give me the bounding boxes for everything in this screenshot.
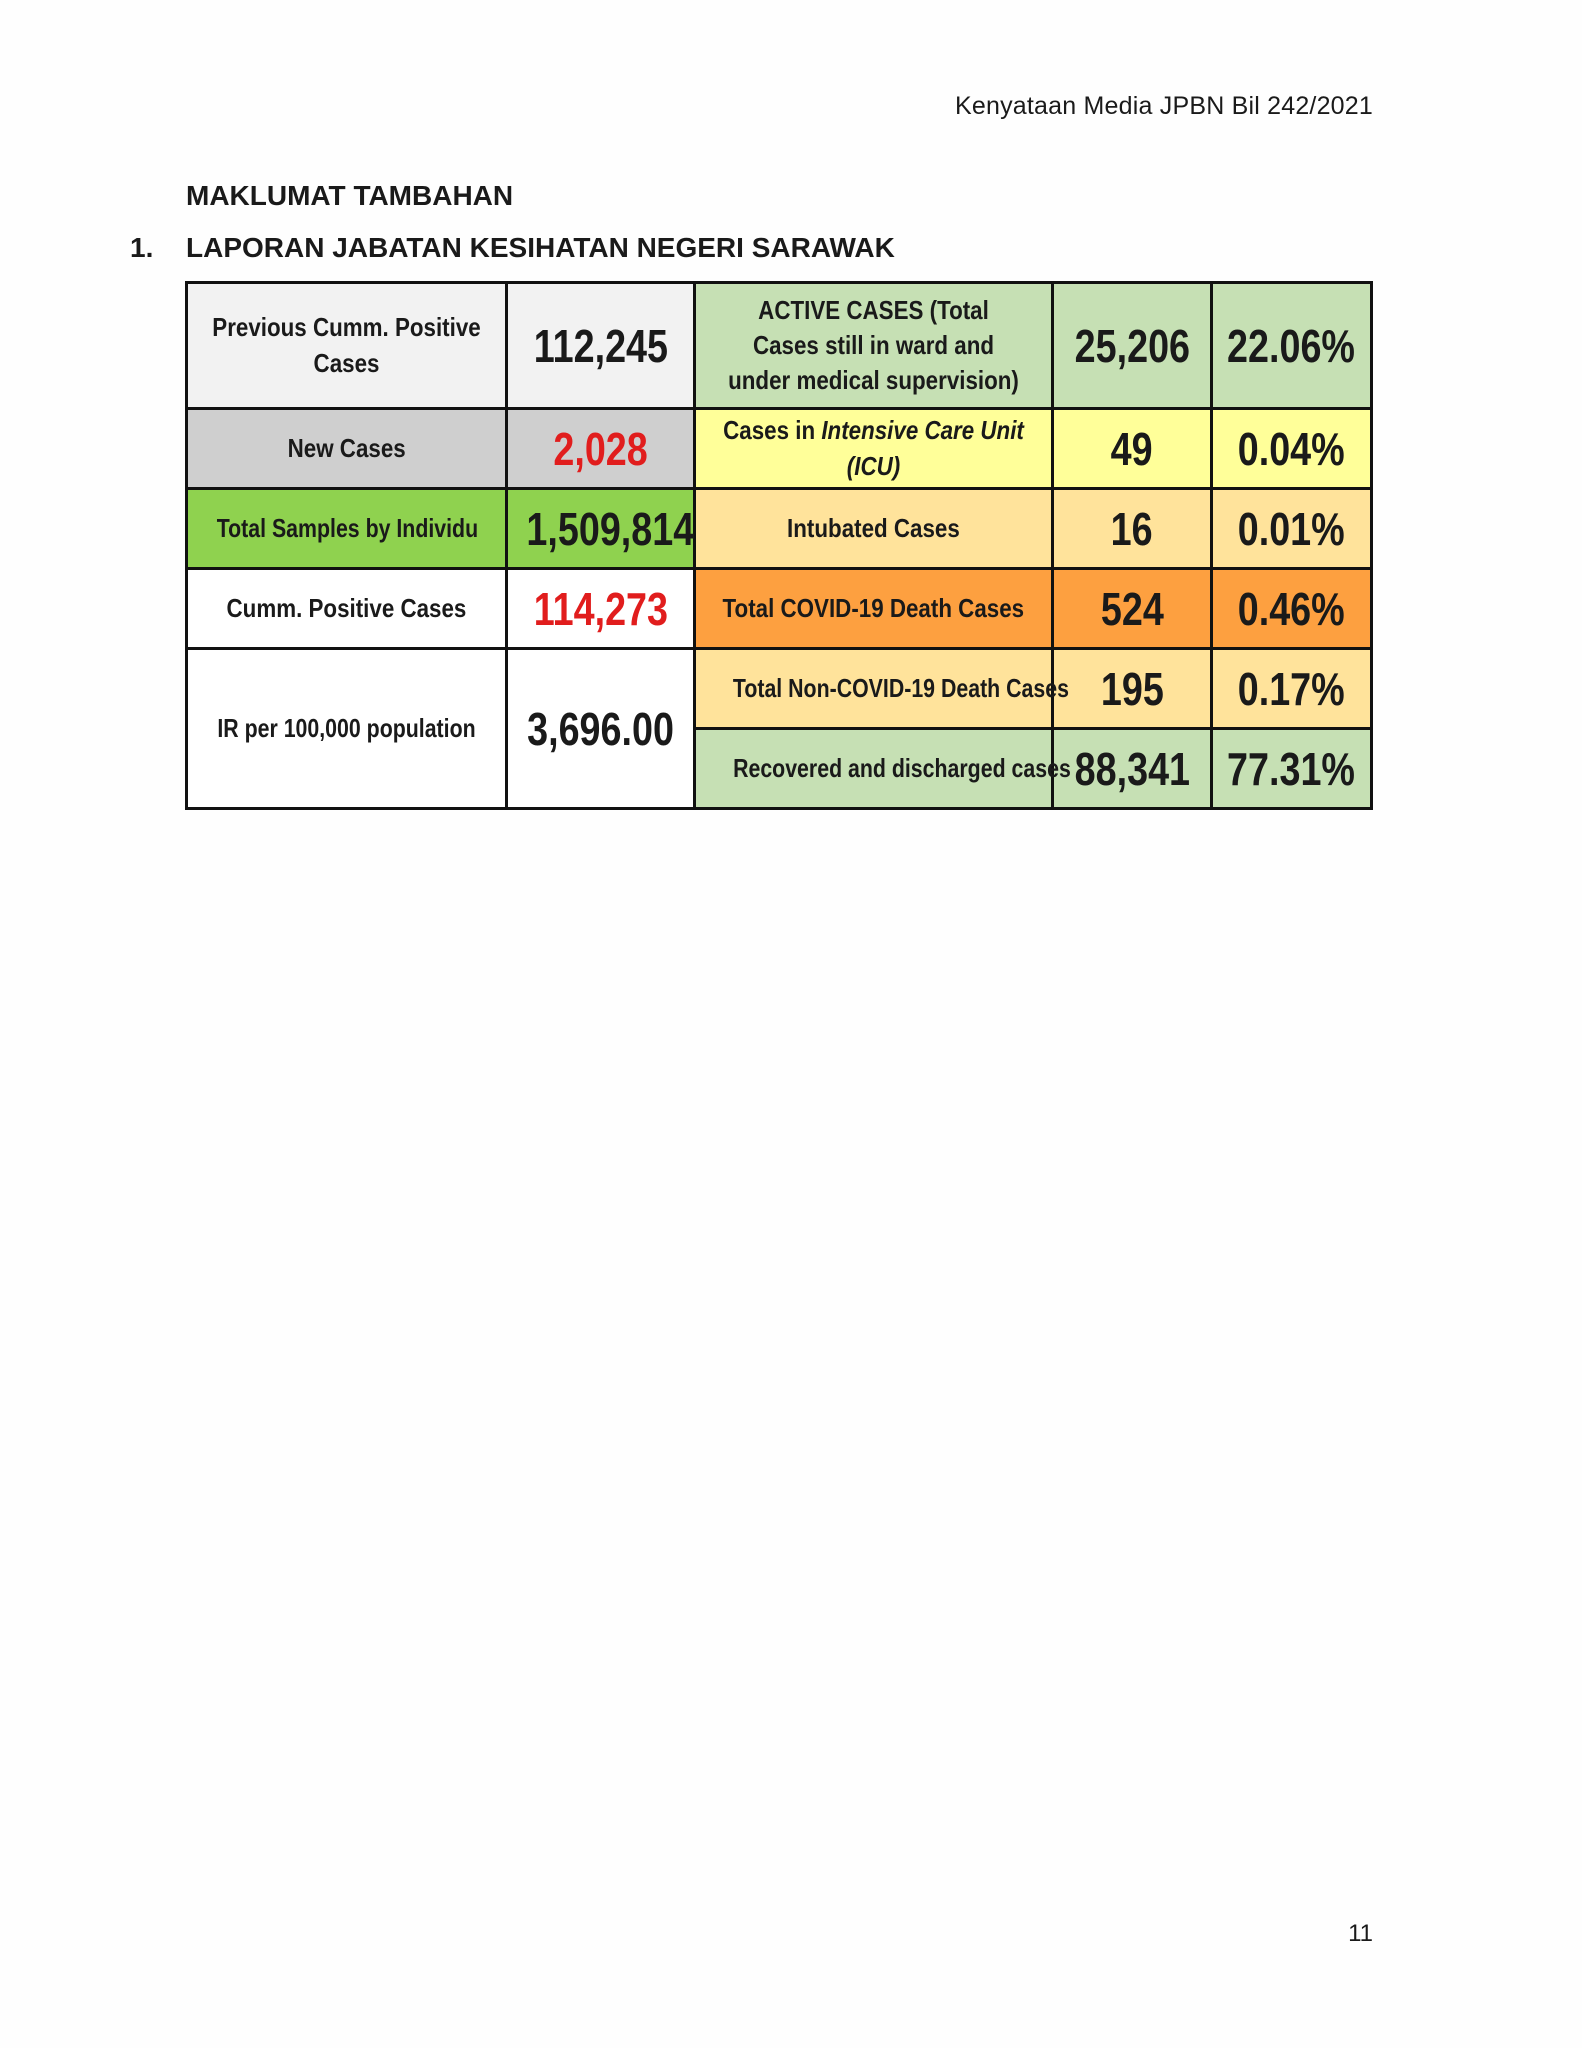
covid-death-value-cell	[1053, 569, 1212, 649]
non-covid-death-percent: 0.17%	[1238, 662, 1345, 715]
active-cases-label-cell	[695, 283, 1053, 409]
new-cases-label-cell	[187, 409, 507, 489]
cumm-positive-value: 114,273	[533, 582, 668, 635]
covid-death-label: Total COVID-19 Death Cases	[722, 592, 1025, 623]
previous-cumm-positive-label: Previous Cumm. Positive Cases	[212, 312, 481, 378]
icu-cases-label-cell	[695, 409, 1053, 489]
icu-label-prefix: Cases in	[723, 415, 822, 446]
recovered-label: Recovered and discharged cases	[733, 752, 1071, 783]
table-row	[187, 283, 1372, 409]
covid-death-percent-cell	[1212, 569, 1372, 649]
intubated-cases-percent-cell	[1212, 489, 1372, 569]
recovered-percent: 77.31%	[1227, 742, 1356, 795]
total-samples-label-cell	[187, 489, 507, 569]
new-cases-value: 2,028	[553, 422, 648, 475]
table-row	[187, 569, 1372, 649]
non-covid-death-label-cell	[695, 649, 1069, 729]
non-covid-death-value: 195	[1100, 662, 1164, 715]
page-number: 11	[1348, 1920, 1373, 1947]
section-title: MAKLUMAT TAMBAHAN	[186, 180, 514, 211]
active-cases-label: ACTIVE CASES (Total Cases still in ward and under medical supervision)	[728, 294, 1019, 396]
table-row	[187, 649, 1372, 729]
ir-value: 3,696.00	[527, 702, 674, 755]
recovered-value: 88,341	[1074, 742, 1190, 795]
covid-death-percent: 0.46%	[1238, 582, 1345, 635]
table-row	[187, 489, 1372, 569]
item-title: LAPORAN JABATAN KESIHATAN NEGERI SARAWAK	[186, 232, 895, 263]
intubated-cases-percent: 0.01%	[1238, 502, 1345, 555]
table-row	[187, 409, 1372, 489]
recovered-label-cell	[695, 729, 1071, 809]
new-cases-value-cell	[507, 409, 695, 489]
active-cases-value-cell	[1053, 283, 1212, 409]
item-number: 1.	[130, 232, 154, 263]
icu-label-italic: Intensive Care Unit (ICU)	[821, 415, 1024, 481]
non-covid-death-percent-cell	[1212, 649, 1372, 729]
total-samples-value-cell	[507, 489, 695, 569]
active-cases-percent: 22.06%	[1227, 319, 1356, 372]
active-cases-percent-cell	[1212, 283, 1372, 409]
covid-death-value: 524	[1100, 582, 1164, 635]
ir-label-cell	[187, 649, 507, 809]
document-reference: Kenyataan Media JPBN Bil 242/2021	[955, 92, 1373, 120]
intubated-cases-label-cell	[695, 489, 1053, 569]
recovered-percent-cell	[1212, 729, 1372, 809]
icu-cases-label	[721, 413, 1026, 483]
statistics-table	[185, 281, 1373, 810]
ir-value-cell	[507, 649, 695, 809]
cumm-positive-label-cell	[187, 569, 507, 649]
ir-label: IR per 100,000 population	[217, 712, 476, 743]
icu-cases-value: 49	[1111, 422, 1153, 475]
non-covid-death-value-cell	[1053, 649, 1212, 729]
icu-cases-value-cell	[1053, 409, 1212, 489]
total-samples-label: Total Samples by Individu	[216, 512, 479, 543]
icu-cases-percent: 0.04%	[1238, 422, 1345, 475]
recovered-value-cell	[1053, 729, 1212, 809]
previous-cumm-positive-label-cell	[187, 283, 507, 409]
intubated-cases-value: 16	[1111, 502, 1153, 555]
total-samples-value: 1,509,814	[526, 502, 695, 555]
active-cases-value: 25,206	[1074, 319, 1190, 372]
covid-death-label-cell	[695, 569, 1053, 649]
intubated-cases-value-cell	[1053, 489, 1212, 569]
icu-cases-percent-cell	[1212, 409, 1372, 489]
new-cases-label: New Cases	[287, 432, 406, 463]
non-covid-death-label: Total Non-COVID-19 Death Cases	[732, 672, 1069, 703]
previous-cumm-positive-value: 112,245	[533, 319, 668, 372]
cumm-positive-value-cell	[507, 569, 695, 649]
previous-cumm-positive-value-cell	[507, 283, 695, 409]
cumm-positive-label: Cumm. Positive Cases	[226, 592, 467, 623]
intubated-cases-label: Intubated Cases	[787, 512, 960, 543]
